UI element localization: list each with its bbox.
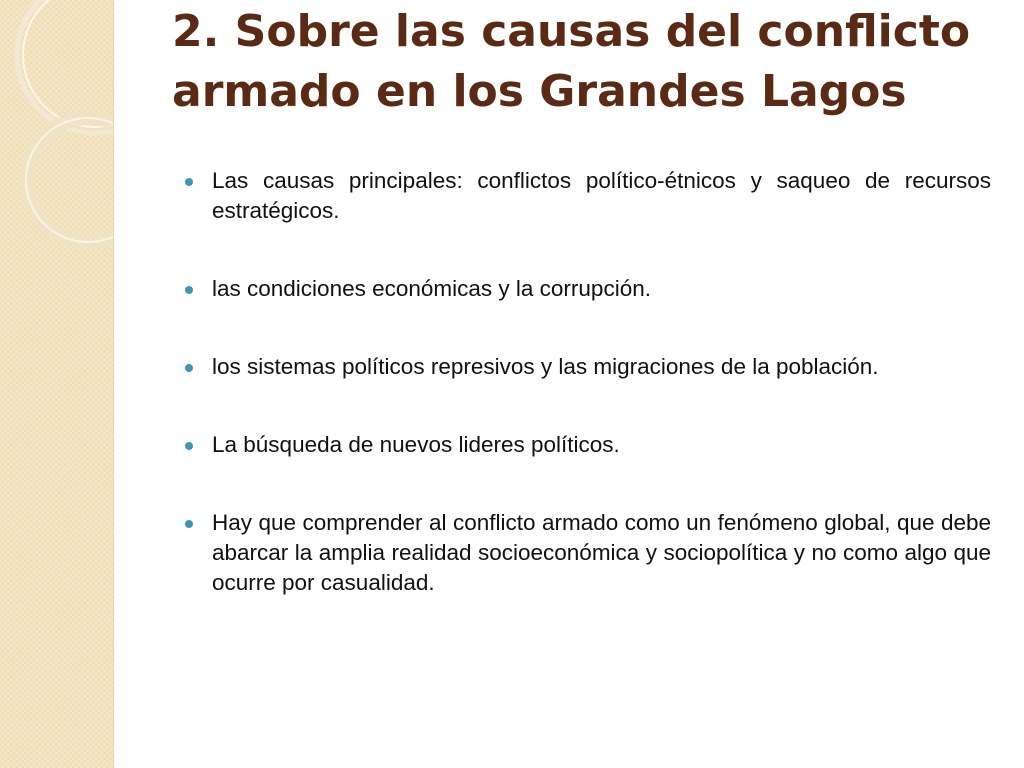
bullet-dot-icon	[185, 286, 193, 294]
bullet-text: Las causas principales: conflictos político-étnicos y saqueo de recursos estratégicos.	[212, 168, 991, 223]
bullet-dot-icon	[185, 364, 193, 372]
bullet-text: Hay que comprender al conflicto armado como un fenómeno global, que debe abarcar la amplia realidad socioeconómica y sociopolítica y no como algo que ocurre por casualidad.	[212, 510, 991, 595]
list-item	[185, 430, 991, 460]
bullet-text: los sistemas políticos represivos y las migraciones de la población.	[212, 354, 879, 379]
bullet-dot-icon	[185, 520, 193, 528]
list-item	[185, 352, 991, 382]
ring-decoration-icon	[0, 0, 113, 768]
list-item	[185, 274, 991, 304]
list-item	[185, 508, 991, 598]
bullet-text: La búsqueda de nuevos lideres políticos.	[212, 432, 620, 457]
bullet-list	[185, 166, 991, 646]
slide-title: 2. Sobre las causas del conflicto armado en los Grandes Lagos	[172, 6, 971, 117]
bullet-text: las condiciones económicas y la corrupción.	[212, 276, 651, 301]
bullet-dot-icon	[185, 178, 193, 186]
decorative-side-band	[0, 0, 114, 768]
bullet-dot-icon	[185, 442, 193, 450]
list-item	[185, 166, 991, 226]
